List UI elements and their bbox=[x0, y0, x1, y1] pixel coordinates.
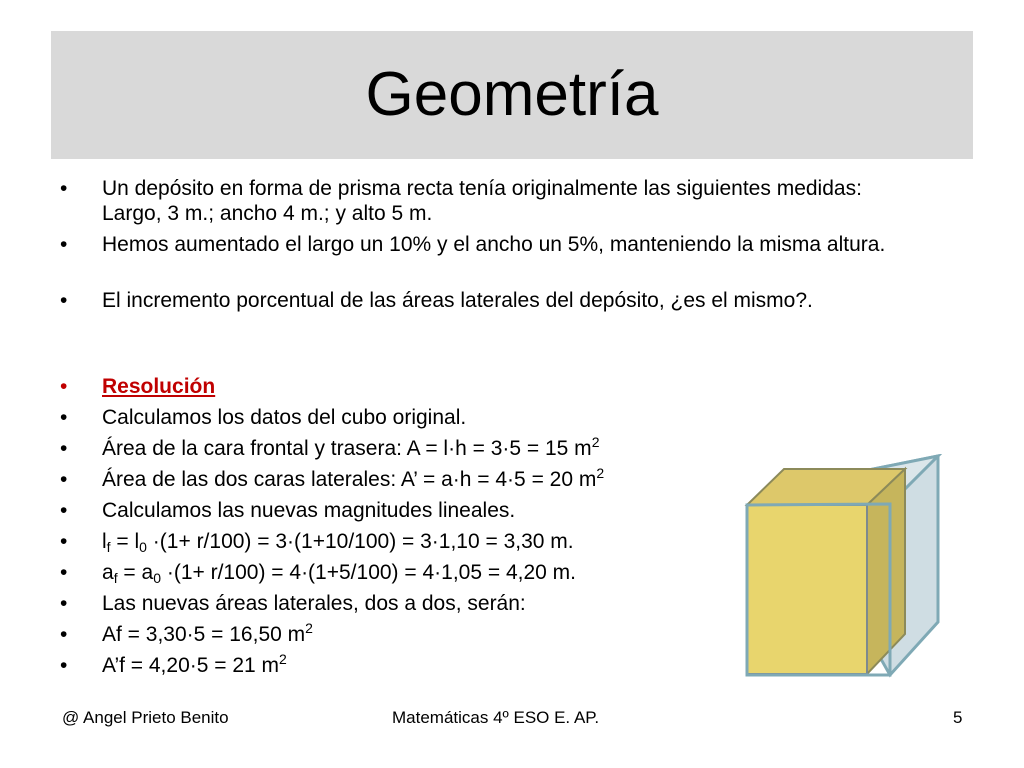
subscript: 0 bbox=[153, 570, 161, 586]
superscript: 2 bbox=[591, 434, 600, 450]
bullet-text: El incremento porcentual de las áreas laterales del depósito, ¿es el mismo?. bbox=[102, 289, 813, 312]
bullet-item bbox=[60, 232, 922, 257]
bullet-text: Calculamos los datos del cubo original. bbox=[102, 406, 467, 429]
bullet-text: Af = 3,30·5 = 16,50 m bbox=[102, 623, 306, 646]
formula-part: a bbox=[102, 561, 114, 584]
original-prism bbox=[747, 469, 905, 674]
formula-part: l bbox=[102, 530, 107, 553]
formula-part: ·(1+ r/100) = 4·(1+5/100) = 4·1,05 = 4,20 m. bbox=[161, 561, 576, 584]
footer-course: Matemáticas 4º ESO E. AP. bbox=[392, 708, 600, 727]
footer-page-number: 5 bbox=[953, 708, 963, 727]
title-bar bbox=[51, 31, 973, 159]
bullet-item bbox=[60, 176, 922, 226]
bullet-text: Las nuevas áreas laterales, dos a dos, serán: bbox=[102, 592, 526, 615]
formula-part: ·(1+ r/100) = 3·(1+10/100) = 3·1,10 = 3,30 m. bbox=[146, 530, 574, 553]
subscript: f bbox=[106, 539, 111, 555]
original-prism-front bbox=[747, 505, 867, 674]
superscript: 2 bbox=[279, 651, 287, 667]
bullet-text: Área de la cara frontal y trasera: A = l·h = 3·5 = 15 m bbox=[102, 437, 592, 460]
superscript: 2 bbox=[305, 620, 313, 636]
subscript: f bbox=[113, 570, 118, 586]
superscript: 2 bbox=[596, 465, 605, 481]
resolution-heading: Resolución bbox=[102, 375, 216, 398]
formula-part: = a bbox=[117, 561, 154, 584]
bullet-text: Calculamos las nuevas magnitudes lineales. bbox=[102, 499, 516, 522]
bullet-item bbox=[60, 288, 922, 313]
bullet-text: Un depósito en forma de prisma recta tenía originalmente las siguientes medidas: Largo, 3 m.; ancho 4 m.; y alto 5 m. bbox=[102, 177, 862, 225]
bullet-item bbox=[60, 405, 922, 430]
prism-illustration bbox=[740, 454, 945, 682]
slide-title: Geometría bbox=[365, 60, 659, 129]
bullet-text: Área de las dos caras laterales: A’ = a·h = 4·5 = 20 m bbox=[102, 468, 597, 491]
subscript: 0 bbox=[139, 539, 147, 555]
formula-part: = l bbox=[110, 530, 140, 553]
bullet-item-resolution bbox=[60, 374, 922, 399]
bullet-text: A’f = 4,20·5 = 21 m bbox=[102, 654, 280, 677]
bullet-text: Hemos aumentado el largo un 10% y el ancho un 5%, manteniendo la misma altura. bbox=[102, 233, 886, 256]
footer-author: @ Angel Prieto Benito bbox=[62, 708, 229, 727]
